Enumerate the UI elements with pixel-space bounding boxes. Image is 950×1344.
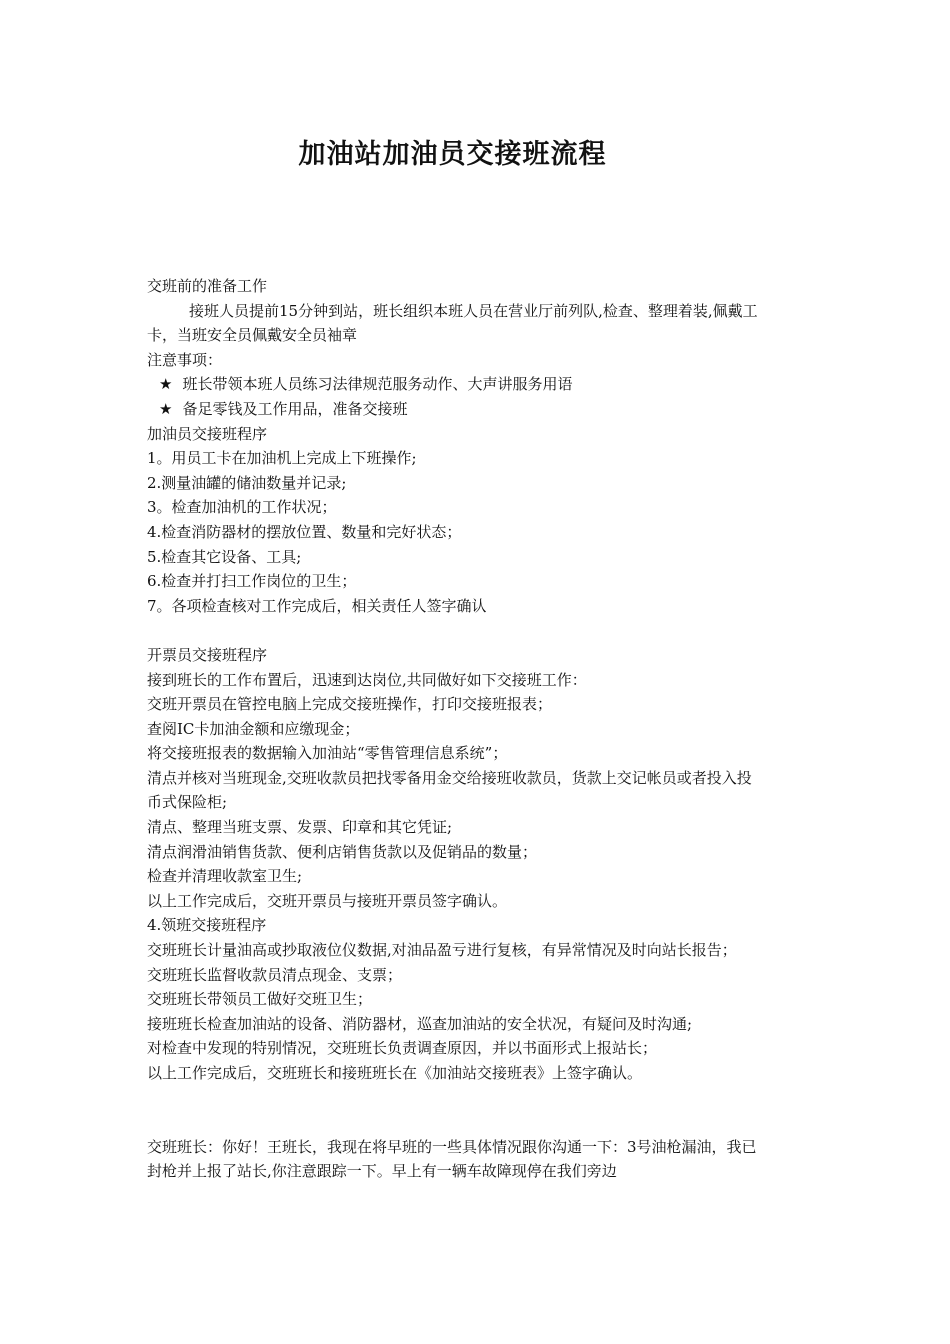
note-item	[147, 372, 759, 397]
note-text: 备足零钱及工作用品，准备交接班	[182, 399, 408, 418]
invoicer-line: 查阅IC卡加油金额和应缴现金；	[147, 719, 360, 738]
invoicer-line: 接到班长的工作布置后，迅速到达岗位,共同做好如下交接班工作：	[147, 670, 587, 689]
prep-heading: 交班前的准备工作	[147, 277, 268, 295]
fueler-step: 7。各项检查核对工作完成后，相关责任人签字确认	[147, 596, 487, 615]
invoicer-line: 交班开票员在管控电脑上完成交接班操作，打印交接班报表；	[147, 695, 553, 714]
leader-line: 交班班长监督收款员清点现金、支票；	[147, 965, 403, 984]
note-item	[147, 397, 759, 422]
dialogue-paragraph: 交班班长：你好！王班长，我现在将早班的一些具体情况跟你沟通一下：3号油枪漏油，我已封枪并上报了站长,你注意跟踪一下。早上有一辆车故障现停在我们旁边	[147, 1137, 757, 1181]
note-text: 班长带领本班人员练习法律规范服务动作、大声讲服务用语	[182, 375, 573, 394]
leader-line: 以上工作完成后，交班班长和接班班长在《加油站交接班表》上签字确认。	[147, 1064, 643, 1082]
fueler-heading: 加油员交接班程序	[147, 424, 268, 443]
spacer	[147, 618, 759, 643]
fueler-step: 2.测量油罐的储油数量并记录;	[147, 473, 347, 492]
invoicer-line: 清点并核对当班现金,交班收款员把找零备用金交给接班收款员，货款上交记帐员或者投入投币式保险柜;	[147, 768, 752, 812]
fueler-step: 1。用员工卡在加油机上完成上下班操作;	[147, 449, 417, 468]
fueler-step: 4.检查消防器材的摆放位置、数量和完好状态；	[147, 522, 462, 541]
fueler-step: 5.检查其它设备、工具;	[147, 547, 302, 566]
document-body	[147, 274, 759, 1184]
invoicer-line: 清点、整理当班支票、发票、印章和其它凭证;	[147, 818, 453, 837]
invoicer-heading: 开票员交接班程序	[147, 645, 268, 664]
leader-line: 交班班长带领员工做好交班卫生；	[147, 990, 373, 1009]
spacer	[147, 1086, 759, 1135]
notes-heading: 注意事项：	[147, 350, 223, 369]
invoicer-line: 将交接班报表的数据输入加油站“零售管理信息系统”；	[147, 744, 508, 763]
invoicer-line: 检查并清理收款室卫生;	[147, 867, 303, 886]
leader-line: 交班班长计量油高或抄取液位仪数据,对油品盈亏进行复核，有异常情况及时向站长报告；	[147, 941, 737, 960]
leader-line: 对检查中发现的特别情况，交班班长负责调查原因，并以书面形式上报站长；	[147, 1039, 658, 1058]
leader-heading: 4.领班交接班程序	[147, 916, 267, 935]
star-icon: ★	[159, 399, 173, 418]
star-icon: ★	[159, 375, 173, 394]
prep-paragraph: 接班人员提前15分钟到站，班长组织本班人员在营业厅前列队,检查、整理着装,佩戴工卡，当班安全员佩戴安全员袖章	[147, 301, 758, 345]
fueler-step: 6.检查并打扫工作岗位的卫生；	[147, 572, 357, 591]
invoicer-line: 以上工作完成后，交班开票员与接班开票员签字确认。	[147, 891, 508, 910]
document-title: 加油站加油员交接班流程	[298, 139, 607, 170]
fueler-step: 3。检查加油机的工作状况；	[147, 498, 337, 517]
invoicer-line: 清点润滑油销售货款、便利店销售货款以及促销品的数量；	[147, 842, 538, 861]
leader-line: 接班班长检查加油站的设备、消防器材，巡查加油站的安全状况，有疑问及时沟通;	[147, 1014, 693, 1033]
